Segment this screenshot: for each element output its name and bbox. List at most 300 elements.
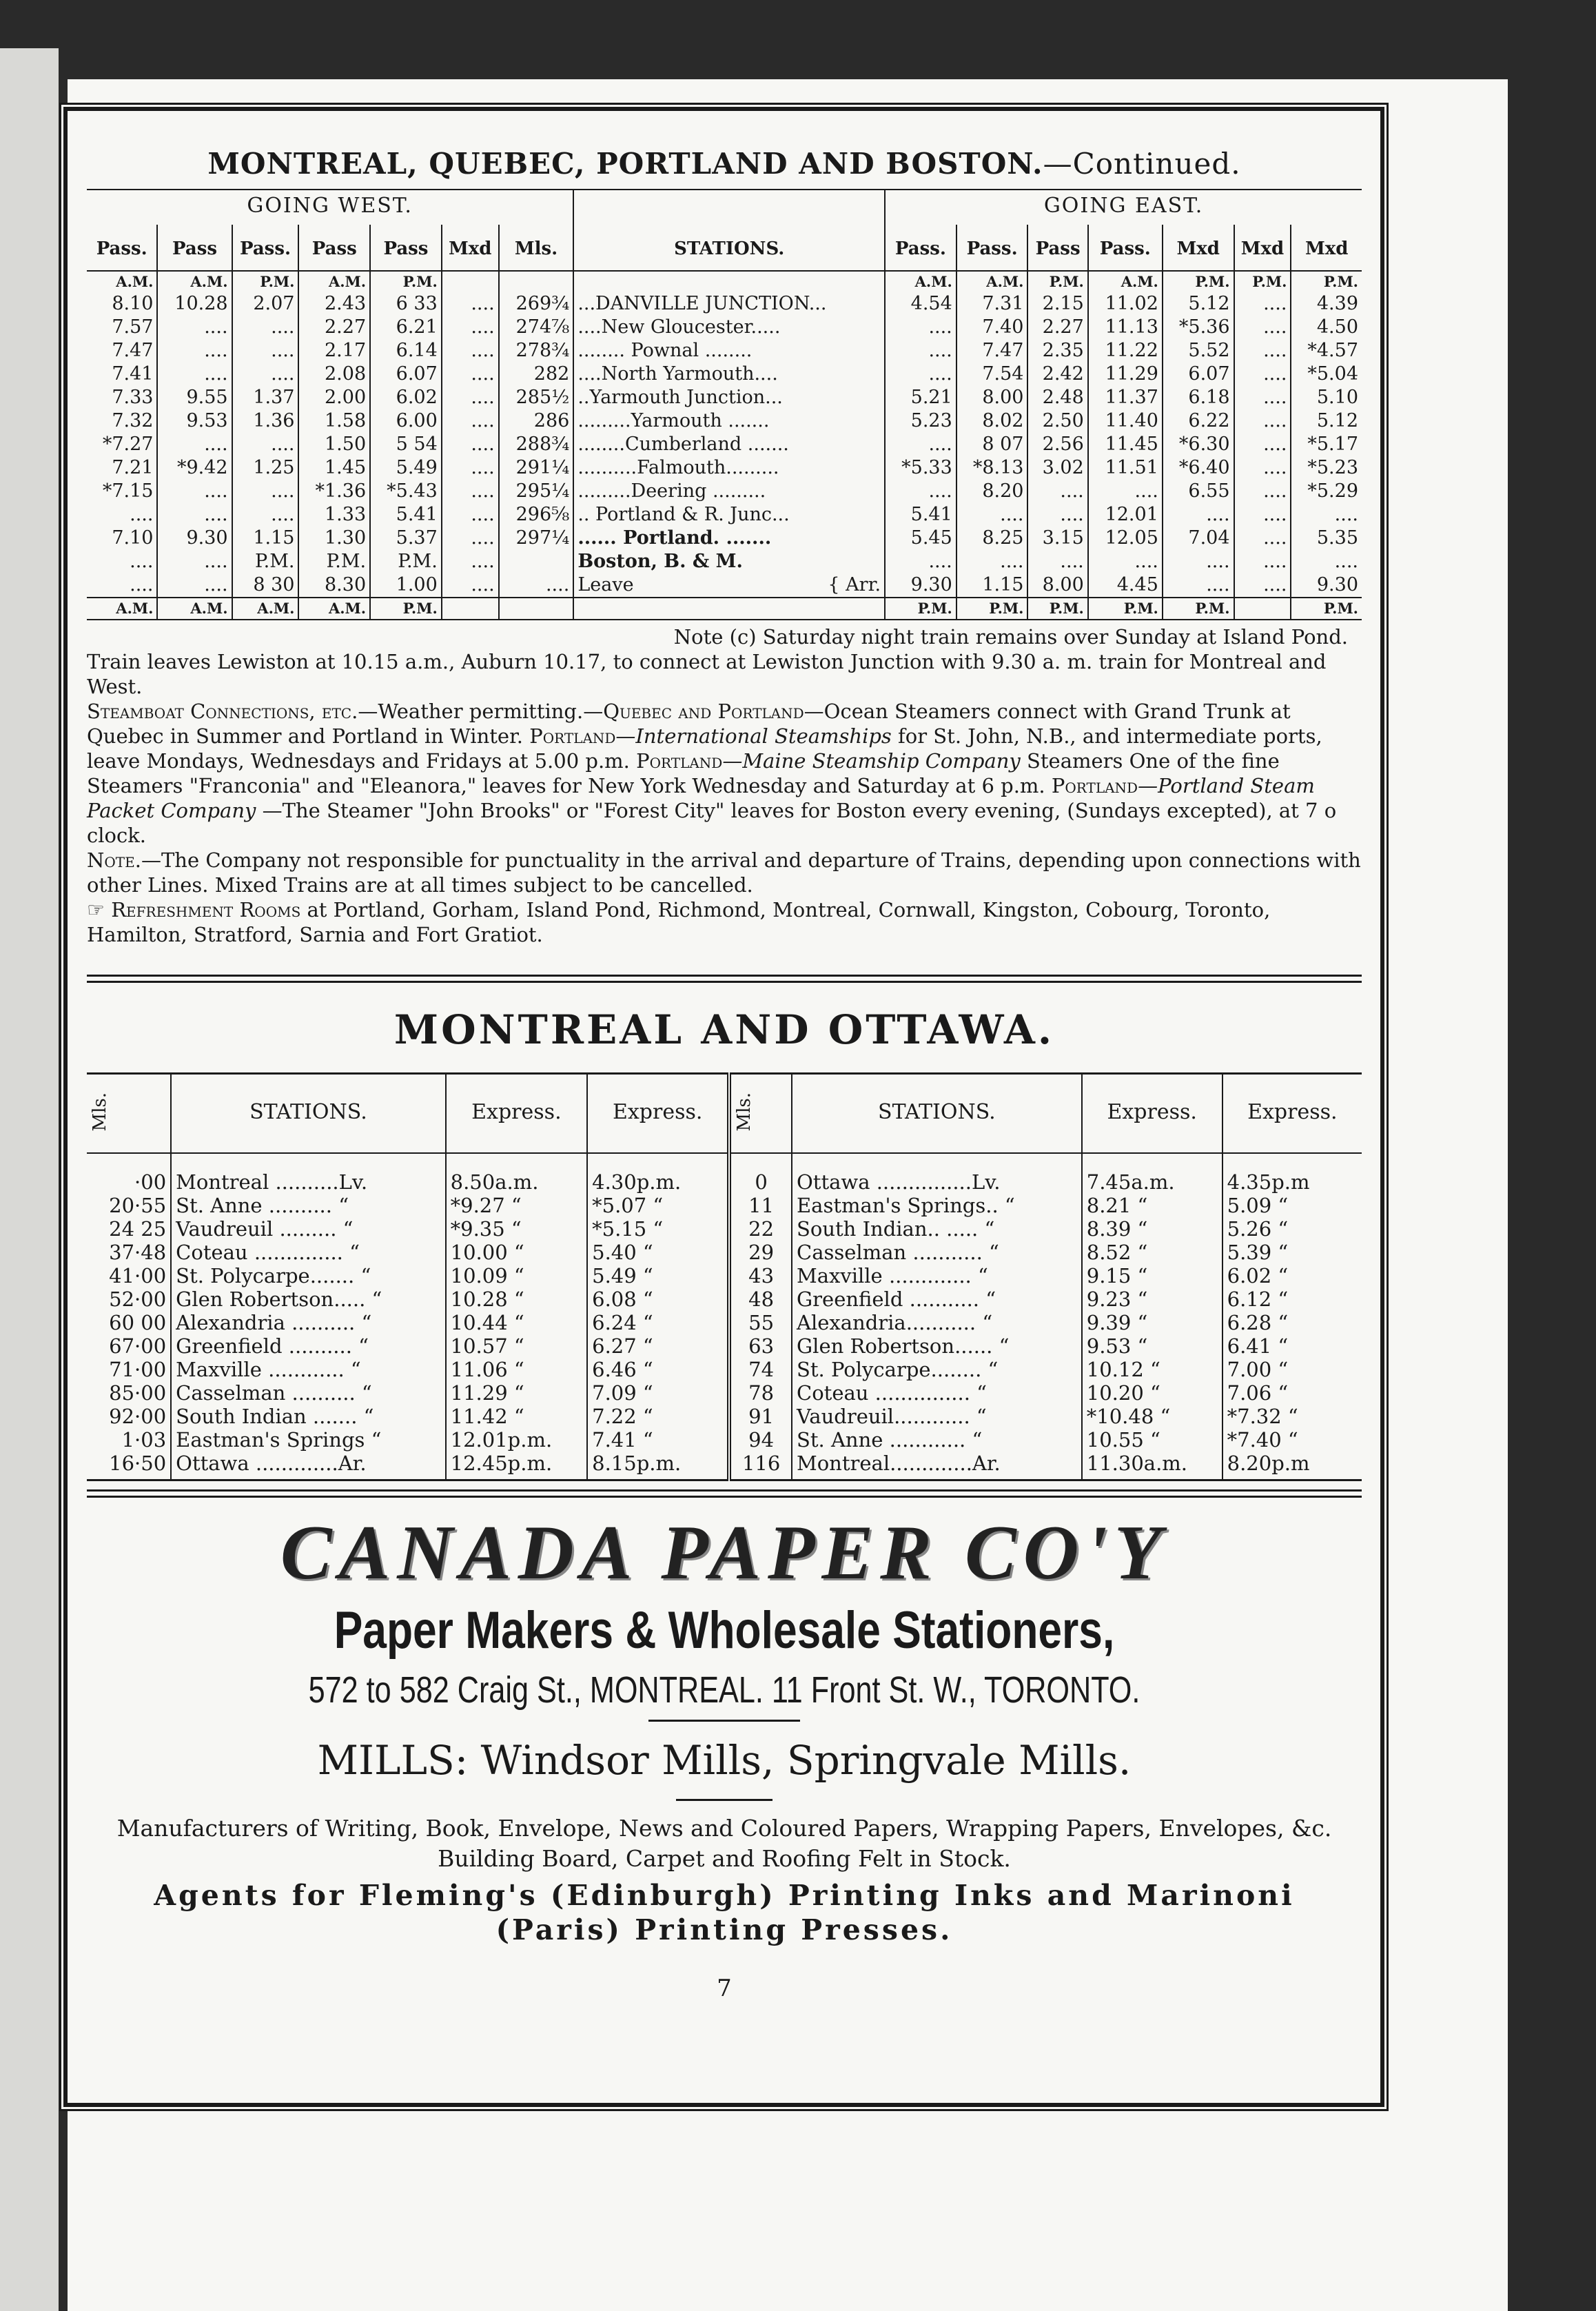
west-time-cell: 7.33 [112,387,154,408]
east-time-cell: 5.52 [1163,339,1234,363]
note-company: Note.—The Company not responsible for punctuality in the arrival and departure of Trains, depending upon connections with other Lines. Mixed Trains are at all times subject to be cancelled. [87,848,1361,897]
mls-header-right: Mls. [729,1074,792,1153]
miles-cell: ·00 [87,1153,171,1194]
west-col-header: Pass. [87,225,157,271]
west-time-cell: *9.42 [157,456,232,480]
station-cell: Eastman's Springs.. “ [797,1193,1015,1217]
miles-cell: 52·00 [87,1287,171,1311]
west-time-cell: .... [442,573,499,598]
west-time-cell: 282 [499,363,574,386]
west-col-header: Pass [298,225,370,271]
miles-cell: 24 25 [87,1217,171,1241]
east-time-cell: 11.29 [1088,363,1163,386]
east-time-cell: .... [1163,550,1234,573]
station-name: ...DANVILLE JUNCTION... [577,293,827,314]
east-time-cell: 6.18 [1163,386,1234,409]
ampm-cell: A.M. [956,271,1028,292]
station-cell: Glen Robertson..... “ [176,1287,382,1311]
express-time-cell: 7.00 “ [1222,1358,1362,1381]
west-time-cell: 1.00 [370,573,442,598]
station-cell: Coteau .............. “ [176,1240,360,1264]
express-time-cell: *10.48 “ [1082,1405,1222,1428]
ottawa-row [87,1381,1362,1405]
miles-cell: 67·00 [87,1334,171,1358]
west-time-cell: .... [442,433,499,456]
express-time-cell: 8.50a.m. [446,1153,588,1194]
west-time-cell: 269¾ [499,292,574,316]
station-cell [573,386,885,409]
timetable-row [87,456,1362,480]
ottawa-row [87,1405,1362,1428]
west-time-cell: 1.37 [232,386,299,409]
miles-cell: 0 [729,1153,792,1194]
station-cell: Alexandria........... “ [797,1310,993,1334]
station-name: ..Yarmouth Junction... [577,387,783,408]
express-time-cell: 11.42 “ [446,1405,588,1428]
east-time-cell: 8 07 [956,433,1028,456]
west-time-cell: 2.07 [232,292,299,316]
express-time-cell: *5.07 “ [587,1194,729,1217]
ampm-cell: A.M. [298,598,370,620]
west-time-cell: .... [157,316,232,339]
express-time-cell: 9.15 “ [1082,1264,1222,1287]
miles-cell: 43 [729,1264,792,1287]
west-time-cell: 288¾ [499,433,574,456]
ampm-cell [499,598,574,620]
ampm-cell: P.M. [956,598,1028,620]
west-time-cell: 1.15 [232,527,299,550]
note-lewiston: Train leaves Lewiston at 10.15 a.m., Auburn 10.17, to connect at Lewiston Junction with 9.30 a. m. train for Montreal and West. [87,650,1327,698]
express-time-cell: 12.01p.m. [446,1428,588,1452]
east-time-cell: .... [1027,503,1087,527]
stations-header-left: STATIONS. [171,1074,445,1153]
express-time-cell: 8.52 “ [1082,1241,1222,1264]
west-time-cell: *5.43 [370,480,442,503]
adjacent-page-edge [0,48,59,2311]
miles-cell: 91 [729,1405,792,1428]
east-time-cell: *5.29 [1291,480,1362,503]
west-time-cell: 5.41 [370,503,442,527]
section-divider [87,975,1362,983]
station-cell: Greenfield ........... “ [797,1287,996,1311]
west-col-header: Mxd [442,225,499,271]
express-header-3: Express. [1082,1074,1222,1153]
ottawa-row [87,1287,1362,1311]
west-time-cell: .... [130,574,154,595]
east-time-cell: .... [1291,550,1362,573]
west-time-cell: .... [442,363,499,386]
miles-cell: 16·50 [87,1452,171,1480]
express-time-cell: 8.20p.m [1222,1452,1362,1480]
east-time-cell: .... [1234,386,1291,409]
miles-cell: 74 [729,1358,792,1381]
ampm-cell: A.M. [885,271,956,292]
west-time-cell: 1.25 [232,456,299,480]
west-time-cell: .... [130,551,154,572]
east-time-cell: .... [1234,292,1291,316]
express-time-cell: 10.55 “ [1082,1428,1222,1452]
west-time-cell [499,550,574,573]
east-time-cell: 12.05 [1088,527,1163,550]
east-time-cell: 2.15 [1027,292,1087,316]
east-time-cell: 8.00 [956,386,1028,409]
west-time-cell: .... [232,339,299,363]
west-time-cell: 9.53 [157,409,232,433]
station-cell: St. Polycarpe....... “ [176,1263,371,1287]
west-col-header: Pass [157,225,232,271]
east-time-cell: 11.45 [1088,433,1163,456]
station-cell [573,503,885,527]
station-cell [573,527,885,550]
east-time-cell: 2.27 [1027,316,1087,339]
station-cell [573,456,885,480]
page-border [63,107,1384,2107]
station-cell [573,433,885,456]
east-time-cell: 7.04 [1163,527,1234,550]
west-time-cell: 7.57 [112,316,154,338]
east-time-cell: 4.45 [1088,573,1163,598]
west-time-cell: 291¼ [499,456,574,480]
east-time-cell: 11.02 [1088,292,1163,316]
west-time-cell: .... [232,480,299,503]
ampm-cell: P.M. [1163,271,1234,292]
express-time-cell: *9.35 “ [446,1217,588,1241]
east-time-cell: 5.45 [885,527,956,550]
miles-cell: 71·00 [87,1358,171,1381]
west-time-cell: .... [442,316,499,339]
express-time-cell: 11.06 “ [446,1358,588,1381]
express-time-cell: 5.39 “ [1222,1241,1362,1264]
station-cell: Vaudreuil............ “ [797,1404,987,1428]
ottawa-row [87,1334,1362,1358]
miles-cell: 94 [729,1428,792,1452]
west-time-cell: 2.17 [298,339,370,363]
west-time-cell: 278¾ [499,339,574,363]
east-time-cell: 4.39 [1291,292,1362,316]
west-time-cell: 8 30 [232,573,299,598]
east-time-cell: 5.41 [885,503,956,527]
east-time-cell: 2.56 [1027,433,1087,456]
west-time-cell: 2.27 [298,316,370,339]
express-header-2: Express. [587,1074,729,1153]
station-cell [573,339,885,363]
east-time-cell: .... [956,503,1028,527]
east-time-cell: 11.22 [1088,339,1163,363]
express-time-cell: 6.12 “ [1222,1287,1362,1311]
station-cell [573,316,885,339]
station-cell: St. Anne ............ “ [797,1427,983,1452]
west-time-cell: .... [232,503,299,527]
ottawa-row [87,1452,1362,1480]
west-time-cell: .... [442,409,499,433]
ampm-cell [1234,598,1291,620]
pointing-hand-icon: ☞ [87,898,112,922]
west-time-cell: .... [157,433,232,456]
east-time-cell: 6.07 [1163,363,1234,386]
ad-agents: Agents for Fleming's (Edinburgh) Printing Inks and Marinoni (Paris) Printing Presses. [154,1878,1295,1946]
ad-products: Manufacturers of Writing, Book, Envelope, News and Coloured Papers, Wrapping Papers, Envelopes, &c. Building Board, Carpet and Roofing Felt in Stock. [116,1814,1332,1872]
ottawa-row [87,1311,1362,1334]
station-cell: Ottawa .............Ar. [176,1451,367,1475]
ampm-cell: A.M. [1088,271,1163,292]
station-name: .........Yarmouth ....... [577,410,770,431]
east-time-cell: .... [1234,527,1291,550]
miles-cell: 60 00 [87,1311,171,1334]
station-cell: St. Anne .......... “ [176,1193,349,1217]
going-east-label: GOING EAST. [885,190,1362,225]
east-col-header: Pass. [1088,225,1163,271]
east-time-cell: 1.15 [956,573,1028,598]
express-time-cell: 10.09 “ [446,1264,588,1287]
timetable-row [87,386,1362,409]
east-time-cell: 11.37 [1088,386,1163,409]
station-cell: South Indian.. ..... “ [797,1216,995,1241]
station-cell: Coteau ............... “ [797,1381,987,1405]
east-time-cell: 9.30 [885,573,956,598]
east-time-cell: .... [1234,363,1291,386]
east-time-cell: 5.12 [1163,292,1234,316]
west-time-cell: .... [442,480,499,503]
west-time-cell: 5.37 [370,527,442,550]
ad-tagline: Paper Makers & Wholesale Stationers, [334,1600,1115,1660]
west-time-cell: 1.36 [232,409,299,433]
west-time-cell: .... [499,573,574,598]
east-time-cell: *6.30 [1163,433,1234,456]
stations-header-right: STATIONS. [792,1074,1082,1153]
west-time-cell: .... [442,527,499,550]
west-time-cell: .... [442,456,499,480]
express-time-cell: 5.09 “ [1222,1194,1362,1217]
express-header-4: Express. [1222,1074,1362,1153]
east-time-cell: .... [1163,503,1234,527]
west-time-cell: 286 [499,409,574,433]
station-cell: Casselman ........... “ [797,1240,999,1264]
station-cell: Vaudreuil ......... “ [176,1216,354,1241]
west-time-cell: 6.07 [370,363,442,386]
miles-cell: 41·00 [87,1264,171,1287]
ad-company-name: CANADA PAPER CO'Y [280,1509,1169,1596]
express-time-cell: 6.41 “ [1222,1334,1362,1358]
station-cell [573,550,885,573]
east-time-cell: *5.36 [1163,316,1234,339]
station-name: ....New Gloucester..... [577,316,781,338]
west-time-cell: 6.14 [370,339,442,363]
station-cell: Alexandria .......... “ [176,1310,372,1334]
east-time-cell: .... [1234,316,1291,339]
ampm-cell: P.M. [1027,598,1087,620]
east-time-cell: .... [1291,503,1362,527]
station-cell: St. Polycarpe........ “ [797,1357,999,1381]
station-name: ........Cumberland ....... [577,434,789,455]
station-cell [573,480,885,503]
miles-cell: 116 [729,1452,792,1480]
miles-cell: 55 [729,1311,792,1334]
ampm-cell: A.M. [157,598,232,620]
station-cell [573,292,885,316]
express-time-cell: 8.39 “ [1082,1217,1222,1241]
ottawa-row [87,1241,1362,1264]
east-time-cell: 2.48 [1027,386,1087,409]
mls-header-left: Mls. [87,1074,171,1153]
ottawa-row [87,1153,1362,1194]
east-time-cell: .... [1234,503,1291,527]
east-time-cell: 7.31 [956,292,1028,316]
express-time-cell: 12.45p.m. [446,1452,588,1480]
express-time-cell: 7.41 “ [587,1428,729,1452]
advertisement [87,1509,1362,1947]
page-number: 7 [717,1974,732,2002]
express-time-cell: 9.39 “ [1082,1311,1222,1334]
west-time-cell: 7.32 [112,410,154,431]
east-time-cell: 2.35 [1027,339,1087,363]
note-refreshment: ☞ Refreshment Rooms at Portland, Gorham, Island Pond, Richmond, Montreal, Cornwall, Kingston, Cobourg, Toronto, Hamilton, Stratford, Sarnia and Fort Gratiot. [87,898,1271,946]
ampm-cell [442,598,499,620]
miles-cell: 11 [729,1194,792,1217]
ampm-cell: A.M. [116,273,154,290]
east-time-cell: .... [1234,339,1291,363]
express-time-cell: 5.40 “ [587,1241,729,1264]
miles-cell: 29 [729,1241,792,1264]
ampm-cell: P.M. [370,598,442,620]
ampm-cell: A.M. [116,600,154,617]
ottawa-row [87,1358,1362,1381]
east-col-header: Pass. [956,225,1028,271]
miles-cell: 37·48 [87,1241,171,1264]
west-time-cell: 295¼ [499,480,574,503]
east-time-cell: 12.01 [1088,503,1163,527]
east-time-cell: .... [1234,573,1291,598]
east-time-cell: .... [1234,433,1291,456]
west-time-cell: P.M. [370,550,442,573]
east-col-header: Pass [1027,225,1087,271]
arrival-label: { Arr. [828,574,881,595]
west-time-cell: 2.00 [298,386,370,409]
west-time-cell: 274⅞ [499,316,574,339]
ampm-cell: P.M. [1163,598,1234,620]
west-time-cell: 10.28 [157,292,232,316]
timetable-montreal-ottawa [87,1072,1362,1481]
west-time-cell: .... [232,363,299,386]
express-time-cell: *7.32 “ [1222,1405,1362,1428]
express-time-cell: 6.02 “ [1222,1264,1362,1287]
east-col-header: Mxd [1163,225,1234,271]
east-time-cell: .... [1027,480,1087,503]
east-time-cell: 5.35 [1291,527,1362,550]
east-time-cell: .... [1163,573,1234,598]
east-time-cell: 5.10 [1291,386,1362,409]
ad-divider [87,1489,1362,1498]
west-time-cell: 8.30 [298,573,370,598]
ampm-cell [499,271,574,292]
express-time-cell: *9.27 “ [446,1194,588,1217]
station-name: .. Portland & R. Junc... [577,504,790,525]
east-time-cell: 7.54 [956,363,1028,386]
west-time-cell: 2.43 [298,292,370,316]
ampm-station-cell [573,271,885,292]
station-cell: Maxville ............. “ [797,1263,988,1287]
west-time-cell: 7.21 [112,457,154,478]
east-time-cell: *5.33 [885,456,956,480]
ampm-cell: P.M. [1291,598,1362,620]
east-time-cell: .... [1234,409,1291,433]
east-col-header: Mxd [1291,225,1362,271]
west-time-cell: *7.15 [102,480,154,502]
west-time-cell: .... [442,386,499,409]
express-time-cell: 7.22 “ [587,1405,729,1428]
west-time-cell: 297¼ [499,527,574,550]
west-time-cell: .... [157,339,232,363]
east-time-cell: .... [956,550,1028,573]
west-time-cell: 1.33 [298,503,370,527]
timetable-row [87,316,1362,339]
east-time-cell: .... [885,433,956,456]
ottawa-row [87,1428,1362,1452]
ad-rule [648,1720,800,1722]
east-time-cell: .... [885,480,956,503]
station-cell: Casselman .......... “ [176,1381,372,1405]
express-time-cell: 11.30a.m. [1082,1452,1222,1480]
express-time-cell: 10.44 “ [446,1311,588,1334]
west-time-cell: 7.47 [112,340,154,361]
east-time-cell: .... [1027,550,1087,573]
express-time-cell: 6.46 “ [587,1358,729,1381]
west-time-cell: .... [442,339,499,363]
east-time-cell: 2.50 [1027,409,1087,433]
miles-cell: 22 [729,1217,792,1241]
east-time-cell: .... [885,363,956,386]
express-time-cell: *7.40 “ [1222,1428,1362,1452]
ampm-foot-row [87,598,1362,620]
west-time-cell: 5 54 [370,433,442,456]
station-name: ..........Falmouth......... [577,457,779,478]
west-time-cell: .... [130,504,154,525]
timetable-row [87,409,1362,433]
east-time-cell: 6.22 [1163,409,1234,433]
west-time-cell: .... [157,363,232,386]
east-time-cell: 7.40 [956,316,1028,339]
east-time-cell: 7.47 [956,339,1028,363]
station-cell: Greenfield .......... “ [176,1334,369,1358]
miles-cell: 85·00 [87,1381,171,1405]
station-name: .........Deering ......... [577,480,766,502]
express-time-cell: 4.35p.m [1222,1153,1362,1194]
ampm-cell: A.M. [157,271,232,292]
station-cell [573,409,885,433]
west-time-cell: *7.27 [102,434,154,455]
west-time-cell: 9.30 [157,527,232,550]
west-col-header: Pass. [232,225,299,271]
east-time-cell: 6.55 [1163,480,1234,503]
ampm-cell [442,271,499,292]
west-time-cell: 6.21 [370,316,442,339]
east-time-cell: 8.25 [956,527,1028,550]
west-time-cell: .... [157,573,232,598]
timetable-notes [87,624,1362,947]
miles-cell: 20·55 [87,1194,171,1217]
miles-cell: 1·03 [87,1428,171,1452]
section1-title-cont: —Continued. [1043,147,1241,181]
west-time-cell: 1.50 [298,433,370,456]
west-time-cell: .... [157,480,232,503]
express-time-cell: 6.24 “ [587,1311,729,1334]
west-time-cell: 6.02 [370,386,442,409]
west-time-cell: .... [442,292,499,316]
east-time-cell: 9.30 [1291,573,1362,598]
east-time-cell: *8.13 [956,456,1028,480]
station-name: Leave [577,574,634,595]
east-time-cell: .... [1234,480,1291,503]
timetable-row [87,292,1362,316]
